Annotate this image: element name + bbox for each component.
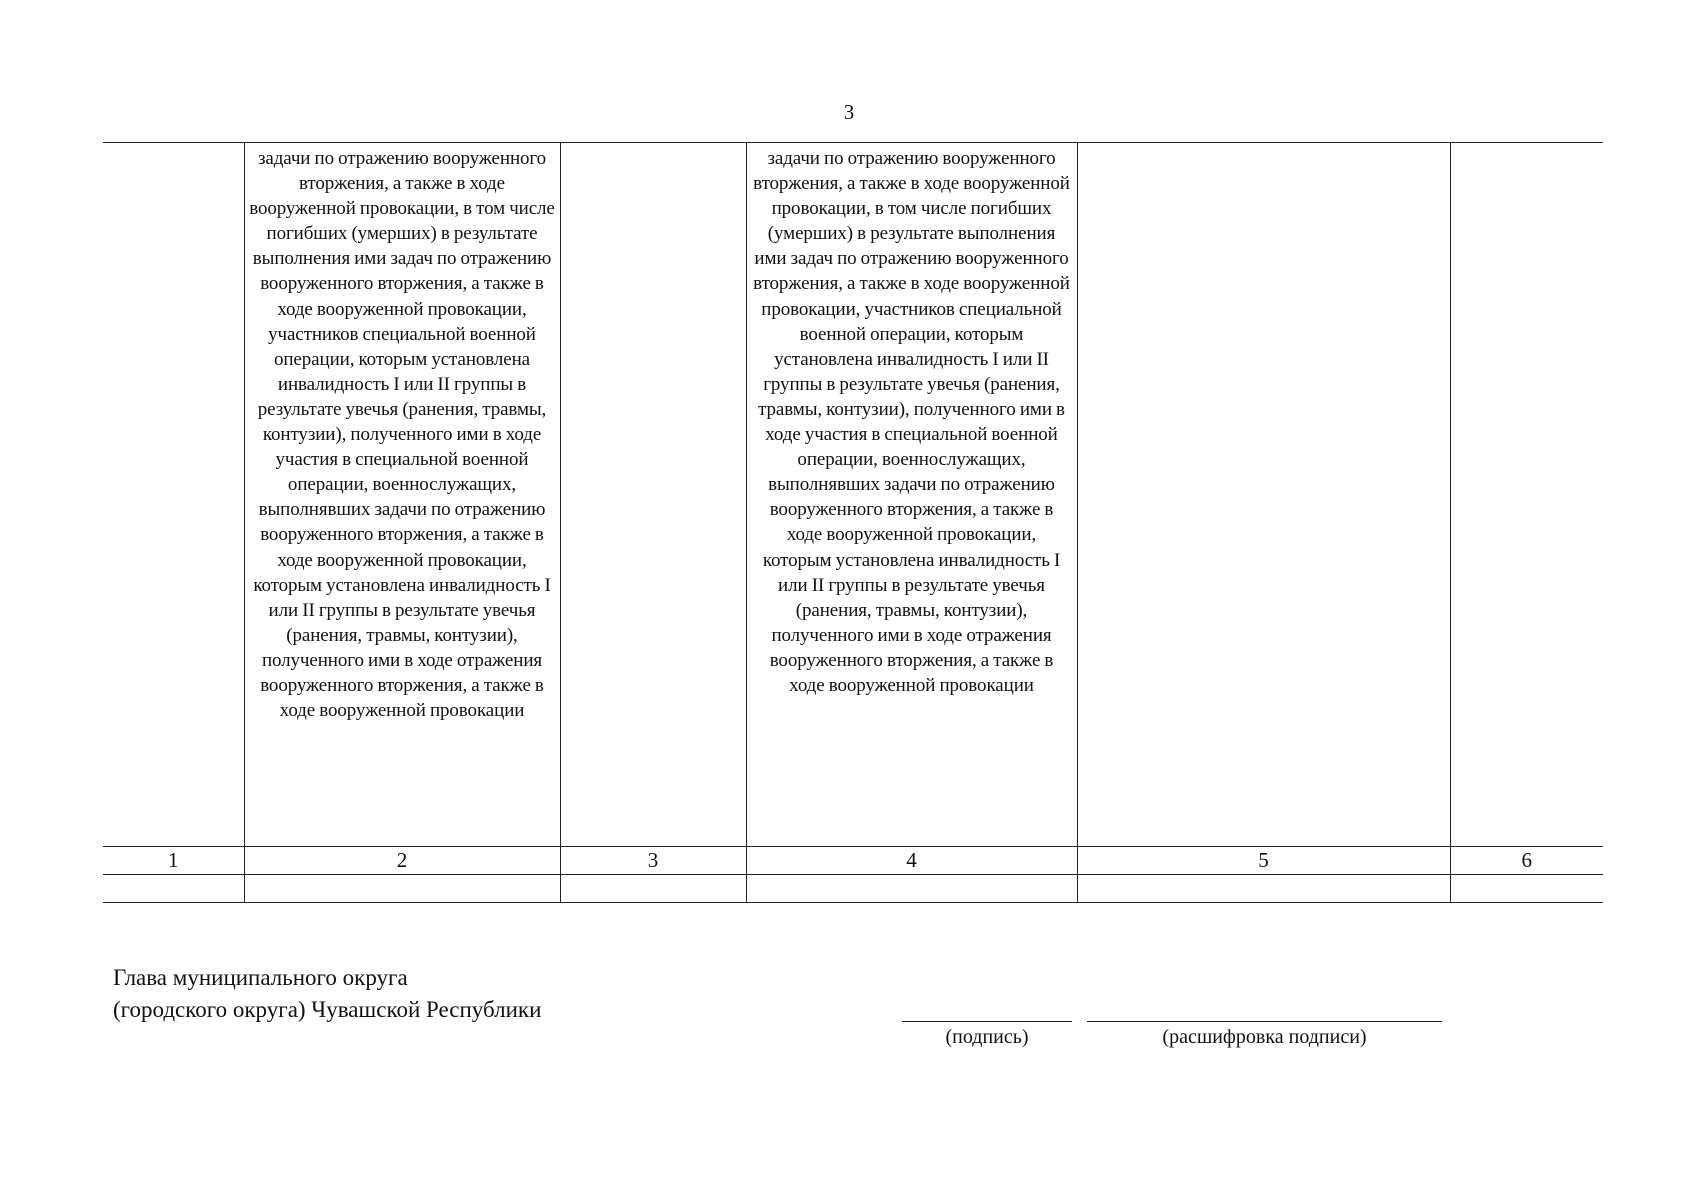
empty-cell	[1450, 875, 1603, 903]
empty-cell	[560, 875, 746, 903]
cell-col4-text: задачи по отражению вооруженного вторжения, а также в ходе вооруженной провокации, в том числе погибших (умерших) в результате выполнения ими задач по отражению вооруженного вторжения, а также в ходе вооруженной провокации, участников специальной военной операции, которым установлена инвалидность I или II группы в результате увечья (ранения, травмы, контузии), полученного ими в ходе участия в специальной военной операции, военнослужащих, выполнявших задачи по отражению вооруженного вторжения, а также в ходе вооруженной провокации, которым установлена инвалидность I или II группы в результате увечья (ранения, травмы, контузии), полученного ими в ходе отражения вооруженного вторжения, а также в ходе вооруженной провокации	[753, 148, 1070, 696]
table-row-column-numbers	[103, 847, 1603, 875]
cell-col1	[103, 143, 244, 847]
empty-cell	[103, 875, 244, 903]
signature-decode-line	[1087, 1021, 1442, 1022]
signatory-title	[113, 962, 541, 1026]
cell-col3	[560, 143, 746, 847]
signatory-title-line1: Глава муниципального округа	[113, 965, 408, 990]
signature-line	[902, 1021, 1072, 1022]
empty-cell	[1077, 875, 1450, 903]
column-number-5: 5	[1077, 847, 1450, 875]
empty-cell	[244, 875, 560, 903]
page-number: 3	[843, 100, 855, 124]
signature-decode-caption: (расшифровка подписи)	[1162, 1026, 1367, 1048]
empty-cell	[746, 875, 1077, 903]
column-number-1: 1	[103, 847, 244, 875]
signature-caption: (подпись)	[945, 1026, 1029, 1048]
column-number-2: 2	[244, 847, 560, 875]
cell-col6	[1450, 143, 1603, 847]
signatory-title-line2: (городского округа) Чувашской Республики	[113, 997, 542, 1022]
cell-col2	[244, 143, 560, 847]
cell-col5	[1077, 143, 1450, 847]
data-table	[103, 142, 1603, 903]
column-number-4: 4	[746, 847, 1077, 875]
table-row-text	[103, 143, 1603, 847]
cell-col4	[746, 143, 1077, 847]
column-number-3: 3	[560, 847, 746, 875]
cell-col2-text: задачи по отражению вооруженного вторжения, а также в ходе вооруженной провокации, в том числе погибших (умерших) в результате выполнения ими задач по отражению вооруженного вторжения, а также в ходе вооруженной провокации, участников специальной военной операции, которым установлена инвалидность I или II группы в результате увечья (ранения, травмы, контузии), полученного ими в ходе участия в специальной военной операции, военнослужащих, выполнявших задачи по отражению вооруженного вторжения, а также в ходе вооруженной провокации, которым установлена инвалидность I или II группы в результате увечья (ранения, травмы, контузии), полученного ими в ходе отражения вооруженного вторжения, а также в ходе вооруженной провокации	[249, 148, 555, 722]
table-row-empty	[103, 875, 1603, 903]
column-number-6: 6	[1450, 847, 1603, 875]
